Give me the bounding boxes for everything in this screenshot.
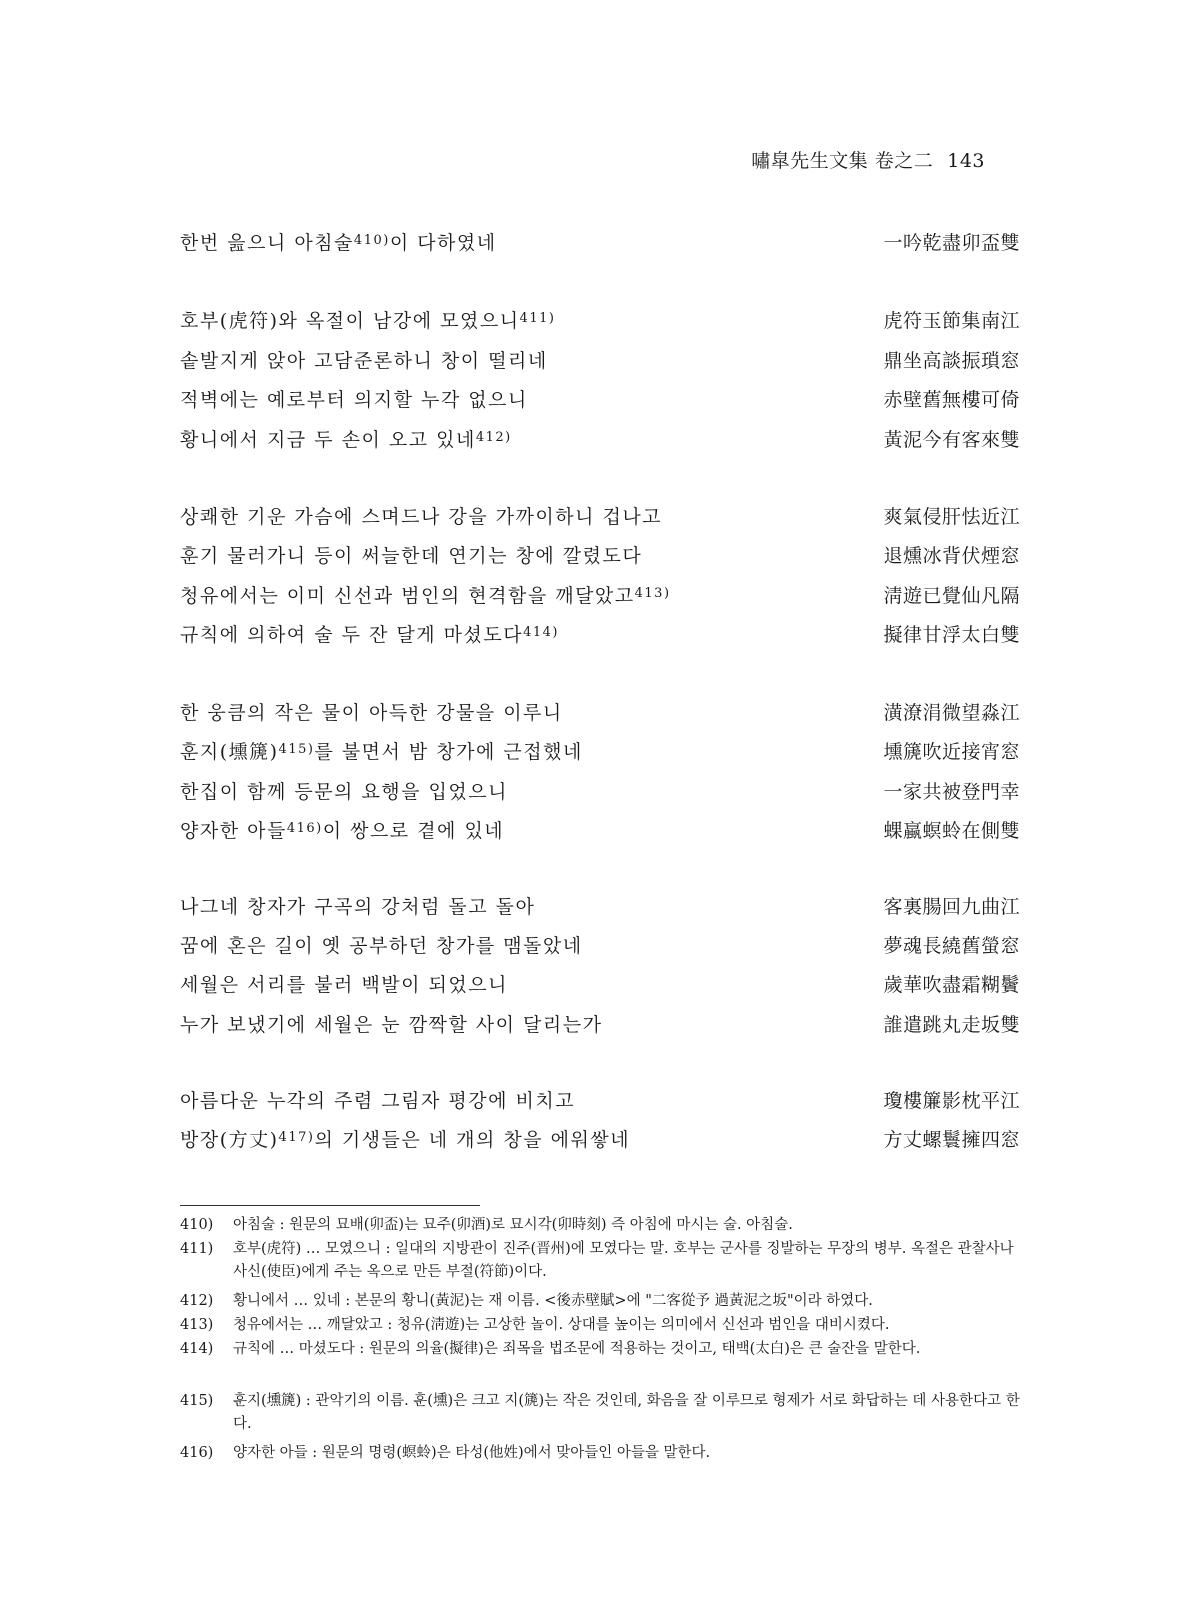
- poem-line: [180, 1086, 1020, 1116]
- chinese-verse: 壎篪吹近接宵窓: [883, 741, 1020, 763]
- footnote-text: 아침술 : 원문의 묘배(卯盃)는 묘주(卯酒)로 묘시각(卯時刻) 즉 아침에 마시는 술. 아침술.: [233, 1217, 793, 1233]
- poem-line: [180, 228, 1020, 258]
- poem-line: [180, 385, 1020, 415]
- footnote-text: 규칙에 … 마셨도다 : 원문의 의율(擬律)은 죄목을 법조문에 적용하는 것이고, 태백(太白)은 큰 술잔을 말한다.: [233, 1341, 921, 1357]
- poem-line: [180, 346, 1020, 376]
- footnote: [180, 1442, 1020, 1465]
- chinese-verse: 客裏腸回九曲江: [883, 896, 1020, 918]
- footnote-number: 413): [180, 1317, 214, 1333]
- korean-verse: 훈지(壎篪)$^{415)}$를 불면서 밤 창가에 근접했네: [180, 741, 583, 763]
- korean-verse: 규칙에 의하여 술 두 잔 달게 마셨도다$^{414)}$: [180, 624, 559, 646]
- chinese-verse: 退燻冰背伏煙窓: [883, 545, 1020, 567]
- footnote: [180, 1338, 1020, 1361]
- chinese-verse: 蜾蠃螟蛉在側雙: [883, 820, 1020, 842]
- chinese-verse: 誰遣跳丸走坂雙: [883, 1014, 1020, 1036]
- footnote-text: 훈지(壎篪) : 관악기의 이름. 훈(壎)은 크고 지(篪)는 작은 것인데, 화음을 잘 이루므로 형제가 서로 화답하는 데 사용한다고 한다.: [233, 1393, 1020, 1432]
- footnote-text: 황니에서 … 있네 : 본문의 황니(黃泥)는 재 이름. <後赤壁賦>에 "二客從予 過黃泥之坂"이라 하였다.: [233, 1293, 873, 1309]
- footnote-ref: 413): [634, 586, 671, 601]
- footnote-text: 청유에서는 … 깨달았고 : 청유(淸遊)는 고상한 놀이. 상대를 높이는 의미에서 신선과 범인을 대비시켰다.: [233, 1317, 890, 1333]
- chinese-verse: 黃泥今有客來雙: [883, 429, 1020, 451]
- korean-verse: 적벽에는 예로부터 의지할 누각 없으니: [180, 389, 528, 411]
- chinese-verse: 一家共被登門幸: [883, 781, 1020, 803]
- poem-line: [180, 1125, 1020, 1155]
- chinese-verse: 一吟乾盡卯盃雙: [883, 232, 1020, 254]
- footnote-divider: [180, 1205, 480, 1206]
- chinese-verse: 赤壁舊無樓可倚: [883, 389, 1020, 411]
- poem-line: [180, 698, 1020, 728]
- korean-verse: 누가 보냈기에 세월은 눈 깜짝할 사이 달리는가: [180, 1014, 603, 1036]
- korean-verse: 세월은 서리를 불러 백발이 되었으니: [180, 974, 508, 996]
- korean-verse: 나그네 창자가 구곡의 강처럼 돌고 돌아: [180, 896, 536, 918]
- page-number: 143: [947, 150, 985, 172]
- poem-line: [180, 931, 1020, 961]
- footnote-number: 411): [180, 1241, 214, 1257]
- footnote-text: 양자한 아들 : 원문의 명령(螟蛉)은 타성(他姓)에서 맞아들인 아들을 말한다.: [233, 1445, 711, 1461]
- korean-verse: 청유에서는 이미 신선과 범인의 현격함을 깨달았고$^{413)}$: [180, 585, 671, 607]
- poem-line: [180, 620, 1020, 650]
- header-title: 嘯皐先生文集 卷之二: [751, 150, 934, 172]
- poem-line: [180, 581, 1020, 611]
- korean-verse: 훈기 물러가니 등이 써늘한데 연기는 창에 깔렸도다: [180, 545, 643, 567]
- korean-verse: 솥발지게 앉아 고담준론하니 창이 떨리네: [180, 350, 548, 372]
- poem-line: [180, 425, 1020, 455]
- korean-verse: 꿈에 혼은 길이 옛 공부하던 창가를 맴돌았네: [180, 935, 583, 957]
- running-header: [751, 146, 985, 173]
- korean-verse: 황니에서 지금 두 손이 오고 있네$^{412)}$: [180, 429, 512, 451]
- poem-line: [180, 1010, 1020, 1040]
- footnote-number: 412): [180, 1293, 214, 1309]
- footnote: [180, 1214, 1020, 1237]
- chinese-verse: 潢潦涓微望淼江: [883, 702, 1020, 724]
- chinese-verse: 瓊樓簾影枕平江: [883, 1090, 1020, 1112]
- poem-line: [180, 970, 1020, 1000]
- footnote-ref: 412): [475, 430, 512, 445]
- korean-verse: 방장(方丈)$^{417)}$의 기생들은 네 개의 창을 에워쌓네: [180, 1129, 631, 1151]
- footnote: [180, 1290, 1020, 1313]
- poem-line: [180, 541, 1020, 571]
- footnote-ref: 414): [523, 625, 559, 640]
- chinese-verse: 夢魂長繞舊螢窓: [883, 935, 1020, 957]
- korean-verse: 한집이 함께 등문의 요행을 입었으니: [180, 781, 508, 803]
- korean-verse: 상쾌한 기운 가슴에 스며드나 강을 가까이하니 겁나고: [180, 506, 663, 528]
- chinese-verse: 虎符玉節集南江: [883, 310, 1020, 332]
- korean-verse: 아름다운 누각의 주렴 그림자 평강에 비치고: [180, 1090, 576, 1112]
- footnote: [180, 1390, 1020, 1436]
- footnote-number: 414): [180, 1341, 214, 1357]
- footnote: [180, 1314, 1020, 1337]
- poem-line: [180, 892, 1020, 922]
- footnote-ref: 411): [519, 311, 556, 326]
- korean-verse: 한번 읊으니 아침술$^{410)}$이 다하였네: [180, 232, 497, 254]
- chinese-verse: 歲華吹盡霜糊鬢: [883, 974, 1020, 996]
- poem-line: [180, 737, 1020, 767]
- footnote-ref: 415): [278, 742, 315, 757]
- poem-line: [180, 816, 1020, 846]
- chinese-verse: 爽氣侵肝怯近江: [883, 506, 1020, 528]
- korean-verse: 호부(虎符)와 옥절이 남강에 모였으니$^{411)}$: [180, 310, 556, 332]
- footnote-number: 415): [180, 1393, 214, 1409]
- footnote-text: 호부(虎符) … 모였으니 : 일대의 지방관이 진주(晋州)에 모였다는 말. 호부는 군사를 징발하는 무장의 병부. 옥절은 관찰사나 사신(使臣)에게 주는 옥으로 만든 부절(符節)이다.: [233, 1241, 1014, 1280]
- chinese-verse: 淸遊已覺仙凡隔: [883, 585, 1020, 607]
- poem-line: [180, 502, 1020, 532]
- korean-verse: 한 웅큼의 작은 물이 아득한 강물을 이루니: [180, 702, 563, 724]
- footnote-number: 416): [180, 1445, 214, 1461]
- chinese-verse: 鼎坐高談振瑣窓: [883, 350, 1020, 372]
- chinese-verse: 方丈螺鬟擁四窓: [883, 1129, 1020, 1151]
- poem-line: [180, 306, 1020, 336]
- chinese-verse: 擬律甘浮太白雙: [883, 624, 1020, 646]
- poem-line: [180, 777, 1020, 807]
- footnote-ref: 417): [278, 1130, 315, 1145]
- footnote: [180, 1238, 1020, 1284]
- korean-verse: 양자한 아들$^{416)}$이 쌍으로 곁에 있네: [180, 820, 505, 842]
- footnote-ref: 410): [353, 233, 390, 248]
- footnote-number: 410): [180, 1217, 214, 1233]
- footnote-ref: 416): [286, 821, 323, 836]
